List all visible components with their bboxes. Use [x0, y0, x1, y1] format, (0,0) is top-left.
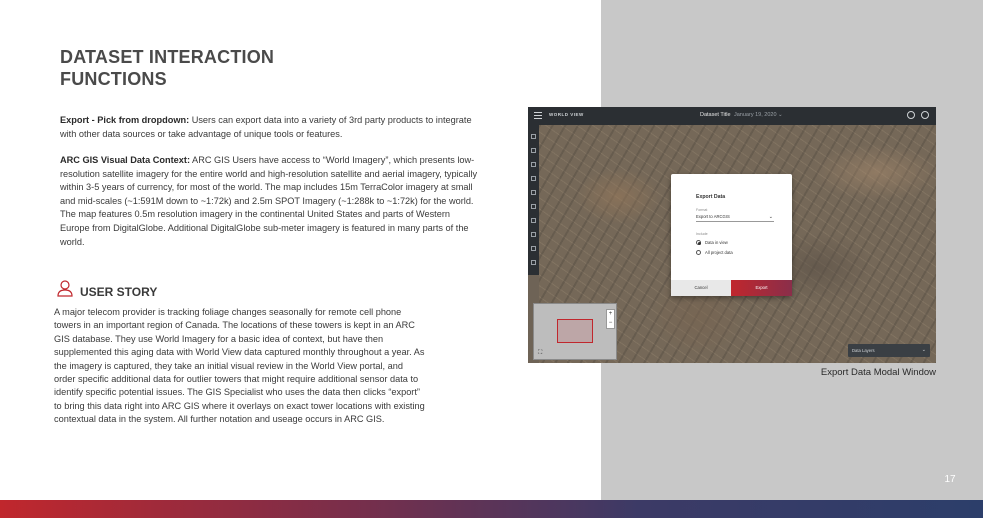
location-tool-icon[interactable]	[531, 176, 536, 181]
chevron-down-icon: ⌄	[921, 347, 926, 353]
include-label: Include	[696, 232, 708, 236]
export-button[interactable]: Export	[731, 280, 792, 296]
all-project-data-label: All project data	[705, 250, 733, 255]
format-dropdown[interactable]	[696, 214, 774, 222]
arcgis-heading: ARC GIS Visual Data Context:	[60, 155, 191, 165]
page-title-line-1: DATASET INTERACTION	[60, 47, 275, 67]
format-label: Format	[696, 208, 708, 212]
format-value: Export to ARCGIS	[696, 214, 730, 219]
zoom-control[interactable]	[606, 309, 615, 329]
layers-tool-icon[interactable]	[531, 134, 536, 139]
zoom-in-button[interactable]: +	[608, 311, 613, 317]
help-icon[interactable]	[907, 111, 915, 119]
document-tool-icon[interactable]	[531, 232, 536, 237]
app-logo: WORLD VIEW	[549, 112, 584, 117]
page-title	[60, 46, 360, 90]
user-story-heading: USER STORY	[80, 285, 158, 299]
arcgis-text: ARC GIS Users have access to “World Imagery”, which presents low-resolution satellite imagery for the entire world and high-resolution satellite and aerial imagery, typically within 3-5 years of currency, for most of the world. The map includes 15m TerraColor imagery at small and mid-scales (~1:591M down to ~1:72k) and 2.5m SPOT Imagery (~1:288k to ~1:72k) for the world. The map features 0.5m resolution imagery in the continental United States and parts of Western Europe from DigitalGlobe. Additional DigitalGlobe sub-meter imagery is featured in many parts of the world.	[60, 155, 478, 247]
screenshot-caption: Export Data Modal Window	[820, 367, 936, 378]
export-paragraph	[60, 114, 480, 141]
pin-tool-icon[interactable]	[531, 162, 536, 167]
overview-minimap[interactable]	[533, 303, 617, 360]
camera-tool-icon[interactable]	[531, 148, 536, 153]
footer-gradient-bar	[0, 500, 983, 518]
arcgis-paragraph	[60, 154, 480, 249]
mail-tool-icon[interactable]	[531, 218, 536, 223]
expand-icon[interactable]: ⛶	[538, 350, 543, 356]
data-in-view-radio[interactable]	[696, 240, 701, 245]
app-header-bar	[528, 107, 936, 125]
data-in-view-label: Data in view	[705, 240, 728, 245]
export-tool-icon[interactable]	[531, 246, 536, 251]
menu-icon[interactable]	[534, 112, 542, 119]
modal-title: Export Data	[696, 194, 726, 200]
date-selector[interactable]: January 19, 2020 ⌄	[734, 112, 783, 118]
copy-tool-icon[interactable]	[531, 204, 536, 209]
user-story-body: A major telecom provider is tracking foliage changes seasonally for remote cell phone towers in an important region of Canada. The locations of these towers is kept in an ARC GIS database. They use World Imagery for a basic idea of context, but have then supplemented this aging data with World View data captured monthly throughout a year. As the imagery is captured, they take an initial visual review in the World View portal, and order specific additional data for outlier towers that might require additional sensor data to identify specific potential issues. The GIS Specialist who uses the data then clicks “export” to bring this data right into ARC GIS where it overlays on exact tower locations with existing contextual data in the system. All further notation and useage occurs in ARC GIS.	[54, 307, 425, 425]
data-layers-label: Data Layers	[852, 348, 875, 353]
page-number: 17	[944, 474, 956, 485]
folder-tool-icon[interactable]	[531, 190, 536, 195]
user-icon	[56, 279, 74, 297]
export-modal-screenshot	[528, 107, 936, 363]
cancel-button[interactable]: Cancel	[671, 280, 731, 296]
zoom-out-button[interactable]: −	[608, 320, 613, 326]
tool-sidebar	[528, 125, 539, 275]
account-icon[interactable]	[921, 111, 929, 119]
minimap-viewport[interactable]	[557, 319, 593, 343]
all-project-data-radio[interactable]	[696, 250, 701, 255]
export-text: Users can export data into a variety of 3rd party products to integrate with other data sources or take advantage of unique tools or features.	[60, 115, 472, 139]
dataset-title: Dataset Title	[700, 112, 731, 118]
page-title-line-2: FUNCTIONS	[60, 69, 167, 89]
download-tool-icon[interactable]	[531, 260, 536, 265]
data-layers-select[interactable]	[848, 344, 930, 357]
chevron-down-icon: ⌄	[768, 214, 773, 220]
export-heading: Export - Pick from dropdown:	[60, 115, 190, 125]
export-data-modal	[671, 174, 792, 296]
